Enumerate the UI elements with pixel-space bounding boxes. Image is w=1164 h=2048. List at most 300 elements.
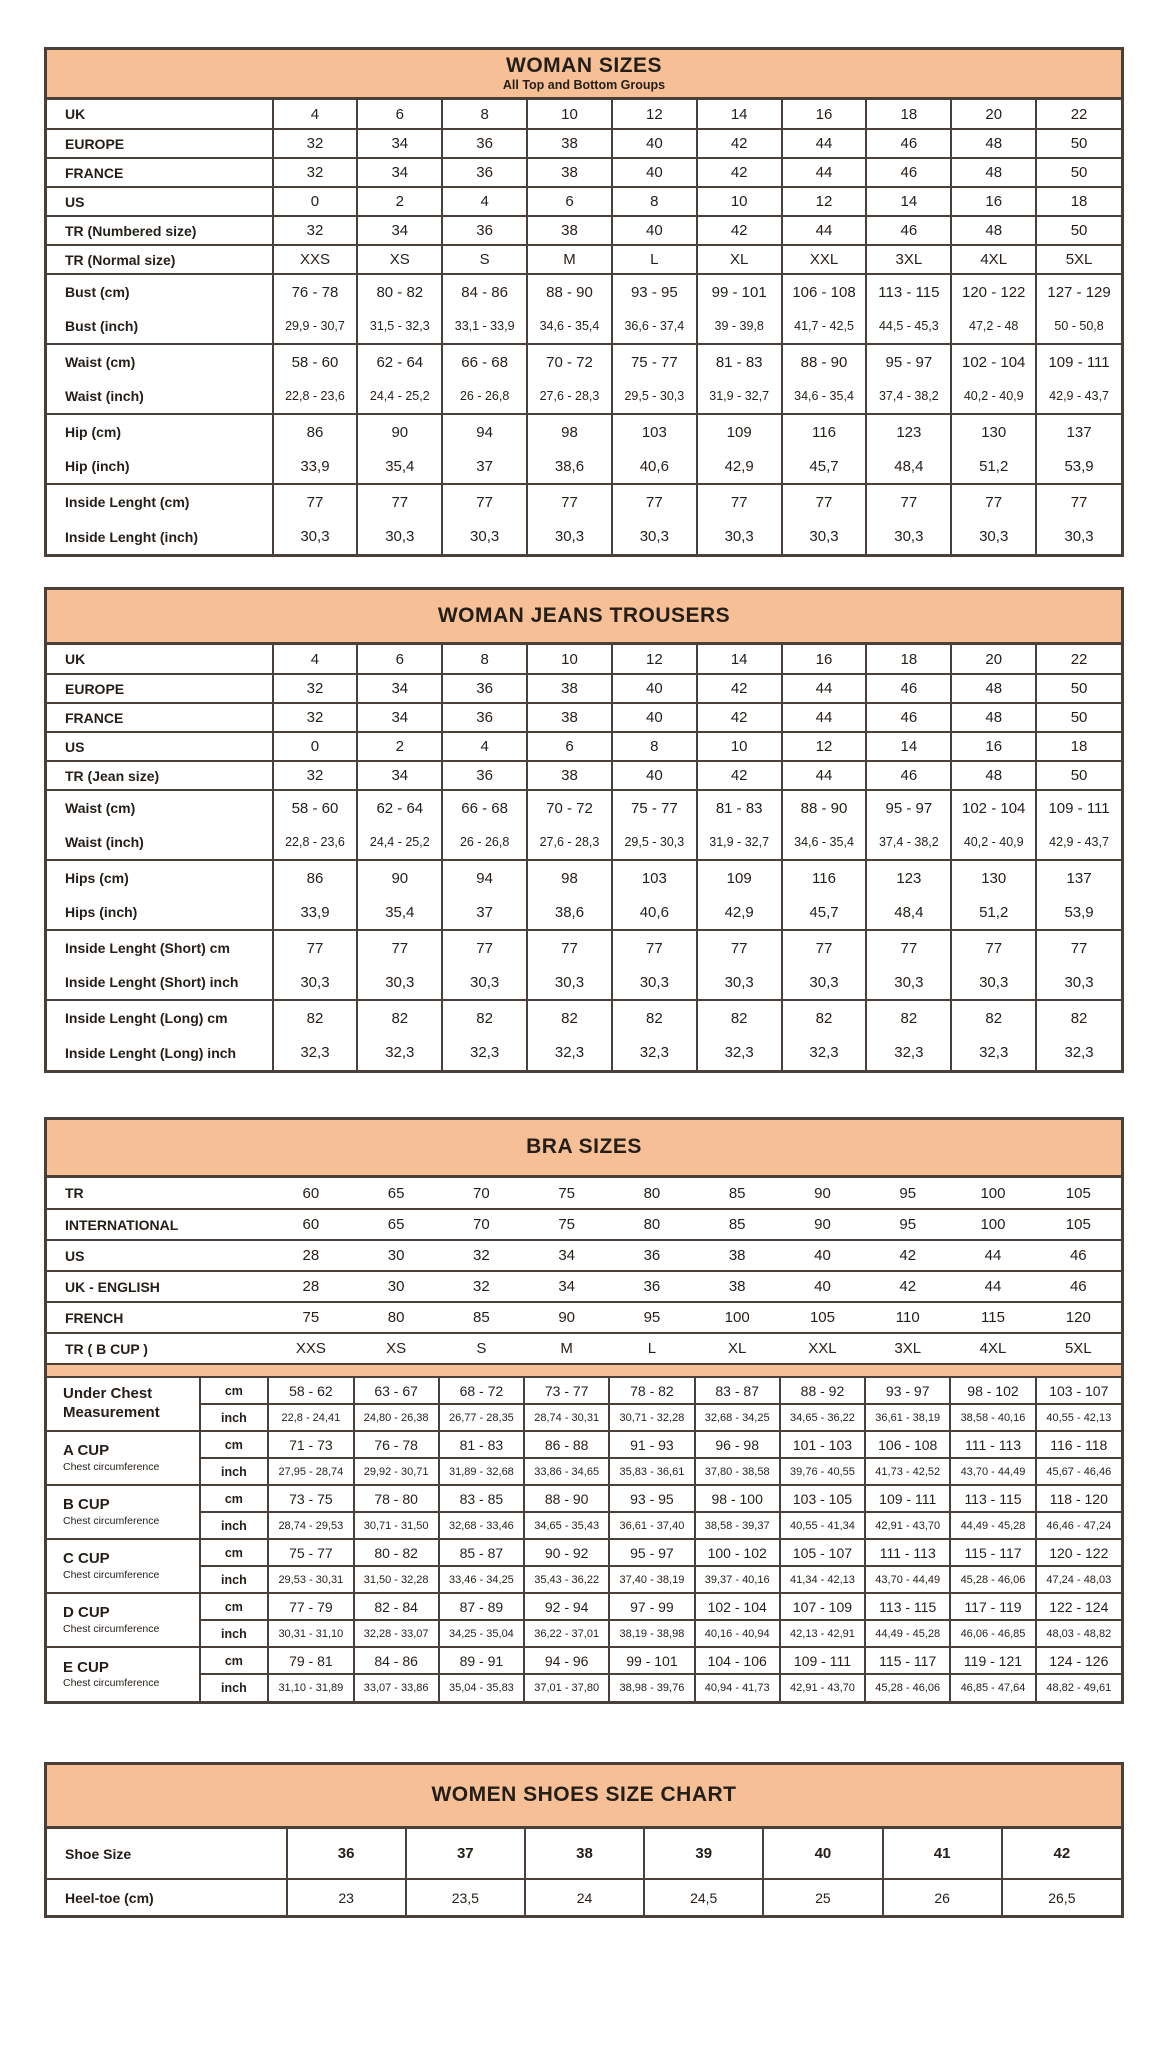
size-cell: 90 bbox=[814, 1184, 831, 1202]
size-cell: 42 bbox=[697, 216, 782, 245]
size-cell: 4 bbox=[442, 732, 527, 761]
size-cell: 70 bbox=[473, 1184, 490, 1202]
size-cell: 37,80 - 38,58 bbox=[695, 1458, 780, 1485]
size-cell: 77 bbox=[697, 484, 782, 519]
bra-sizes-table bbox=[44, 1117, 1124, 1704]
size-cell: 40,6 bbox=[612, 449, 697, 484]
size-cell: 77 bbox=[442, 930, 527, 965]
size-cell: 82 bbox=[866, 1000, 951, 1035]
size-cell: 34,25 - 35,04 bbox=[439, 1620, 524, 1647]
size-cell: 111 - 113 bbox=[865, 1539, 950, 1566]
size-cell: 82 bbox=[442, 1000, 527, 1035]
size-cell: 12 bbox=[612, 100, 697, 129]
size-cell: 31,9 - 32,7 bbox=[697, 379, 782, 414]
size-cell: 58 - 60 bbox=[273, 344, 358, 379]
size-cell: 8 bbox=[612, 732, 697, 761]
table-row bbox=[47, 1512, 1121, 1539]
table-row bbox=[47, 1178, 1121, 1209]
size-cell: 34,65 - 35,43 bbox=[524, 1512, 609, 1539]
size-cell: 85 bbox=[695, 1209, 780, 1240]
size-cell: 30,3 bbox=[273, 519, 358, 554]
size-cell: 93 - 95 bbox=[609, 1485, 694, 1512]
size-cell: 30,71 - 31,50 bbox=[354, 1512, 439, 1539]
unit-label: inch bbox=[200, 1620, 269, 1647]
size-cell: 85 bbox=[728, 1184, 746, 1202]
size-cell: 6 bbox=[357, 100, 442, 129]
size-cell: 48,4 bbox=[866, 449, 951, 484]
cup-label bbox=[47, 1377, 200, 1431]
size-cell: 39 - 39,8 bbox=[697, 309, 782, 344]
size-cell: 123 bbox=[866, 860, 951, 895]
size-cell: 77 bbox=[697, 930, 782, 965]
woman-sizes-title: WOMAN SIZES bbox=[506, 53, 662, 77]
size-cell: 44 bbox=[782, 674, 867, 703]
size-cell: 77 bbox=[527, 484, 612, 519]
cup-label bbox=[47, 1539, 200, 1593]
row-label: Waist (inch) bbox=[65, 388, 144, 404]
jeans-table bbox=[44, 587, 1124, 1073]
unit-label: cm bbox=[200, 1431, 269, 1458]
unit-label: inch bbox=[200, 1458, 269, 1485]
size-cell: 37,4 - 38,2 bbox=[866, 379, 951, 414]
table-row bbox=[47, 1377, 1121, 1404]
table-row bbox=[47, 965, 1121, 1000]
size-cell: 35,83 - 36,61 bbox=[609, 1458, 694, 1485]
size-cell: 76 - 78 bbox=[273, 274, 358, 309]
row-label: Bust (cm) bbox=[47, 274, 273, 309]
size-cell: 84 - 86 bbox=[354, 1647, 439, 1674]
size-cell: 103 - 105 bbox=[780, 1485, 865, 1512]
size-cell: 0 bbox=[273, 732, 358, 761]
size-cell: 32,3 bbox=[527, 1035, 612, 1070]
size-cell: 27,6 - 28,3 bbox=[527, 825, 612, 860]
table-row bbox=[47, 761, 1121, 790]
size-cell: 78 - 80 bbox=[354, 1485, 439, 1512]
size-cell: 120 bbox=[1036, 1302, 1121, 1333]
size-cell: 86 bbox=[273, 414, 358, 449]
size-cell: 30,3 bbox=[697, 519, 782, 554]
size-cell: 65 bbox=[387, 1184, 405, 1202]
size-cell: 30,3 bbox=[1036, 965, 1121, 1000]
size-cell: 53,9 bbox=[1036, 449, 1121, 484]
shoes-header bbox=[47, 1765, 1121, 1829]
table-row bbox=[47, 379, 1121, 414]
size-cell: 44 bbox=[782, 129, 867, 158]
row-label: UK - ENGLISH bbox=[47, 1271, 268, 1302]
size-cell: 82 bbox=[612, 1000, 697, 1035]
size-cell: S bbox=[439, 1333, 524, 1364]
size-cell: 14 bbox=[866, 187, 951, 216]
size-cell: 90 bbox=[357, 860, 442, 895]
size-cell: 28,74 - 30,31 bbox=[524, 1404, 609, 1431]
unit-label: inch bbox=[200, 1404, 269, 1431]
size-cell: 40,55 - 41,34 bbox=[780, 1512, 865, 1539]
size-cell: 32,3 bbox=[866, 1035, 951, 1070]
unit-label: cm bbox=[200, 1485, 269, 1512]
size-cell: 37 bbox=[442, 449, 527, 484]
size-cell: 48 bbox=[951, 703, 1036, 732]
size-cell: 40 bbox=[780, 1271, 865, 1302]
size-cell: 32 bbox=[273, 674, 358, 703]
size-cell: 20 bbox=[951, 645, 1036, 674]
size-cell: 40 bbox=[763, 1829, 882, 1879]
size-cell: 109 bbox=[697, 860, 782, 895]
size-cell: 118 - 120 bbox=[1036, 1485, 1121, 1512]
size-cell: 8 bbox=[442, 100, 527, 129]
table-row bbox=[47, 674, 1121, 703]
size-cell: 30,3 bbox=[866, 519, 951, 554]
size-cell: 78 - 82 bbox=[609, 1377, 694, 1404]
size-cell: 34,6 - 35,4 bbox=[782, 825, 867, 860]
size-cell: 82 bbox=[782, 1000, 867, 1035]
size-cell: 46,85 - 47,64 bbox=[950, 1674, 1035, 1701]
size-cell: 44,49 - 45,28 bbox=[950, 1512, 1035, 1539]
size-cell: 105 bbox=[1065, 1184, 1091, 1202]
row-label: Heel-toe (cm) bbox=[47, 1879, 287, 1915]
bra-grid bbox=[47, 1178, 1121, 1701]
size-cell: 35,43 - 36,22 bbox=[524, 1566, 609, 1593]
size-cell: 102 - 104 bbox=[951, 790, 1036, 825]
size-cell: 77 bbox=[782, 930, 867, 965]
size-cell: 101 - 103 bbox=[780, 1431, 865, 1458]
size-cell: 109 - 111 bbox=[1036, 344, 1121, 379]
size-cell: 106 - 108 bbox=[865, 1431, 950, 1458]
size-cell: 76 - 78 bbox=[354, 1431, 439, 1458]
size-cell: 8 bbox=[612, 187, 697, 216]
size-cell: 68 - 72 bbox=[439, 1377, 524, 1404]
size-cell: 4 bbox=[442, 187, 527, 216]
size-cell: 137 bbox=[1036, 414, 1121, 449]
size-cell: 28 bbox=[268, 1271, 353, 1302]
unit-label: cm bbox=[200, 1647, 269, 1674]
size-cell: 82 bbox=[1036, 1000, 1121, 1035]
size-cell: 99 - 101 bbox=[697, 274, 782, 309]
table-row bbox=[47, 1302, 1121, 1333]
table-row bbox=[47, 703, 1121, 732]
size-cell: 10 bbox=[527, 645, 612, 674]
size-cell: 38,6 bbox=[527, 449, 612, 484]
size-cell: 73 - 77 bbox=[524, 1377, 609, 1404]
table-row bbox=[47, 449, 1121, 484]
size-cell: 38 bbox=[525, 1829, 644, 1879]
size-cell: 33,86 - 34,65 bbox=[524, 1458, 609, 1485]
size-cell: 5XL bbox=[1036, 1333, 1121, 1364]
size-cell: 109 - 111 bbox=[780, 1647, 865, 1674]
size-cell: 77 bbox=[273, 930, 358, 965]
table-row bbox=[47, 645, 1121, 674]
size-cell: 26,5 bbox=[1002, 1879, 1121, 1915]
size-cell: 40 bbox=[612, 761, 697, 790]
size-cell: 42,91 - 43,70 bbox=[865, 1512, 950, 1539]
size-cell: 77 bbox=[1036, 930, 1121, 965]
size-cell: 50 bbox=[1036, 703, 1121, 732]
size-cell: 12 bbox=[782, 187, 867, 216]
cup-label bbox=[47, 1431, 200, 1485]
size-cell: 46 bbox=[1036, 1240, 1121, 1271]
orange-divider bbox=[47, 1364, 1121, 1377]
size-cell: 32,3 bbox=[357, 1035, 442, 1070]
size-cell: 37,4 - 38,2 bbox=[866, 825, 951, 860]
table-row bbox=[47, 1829, 1121, 1879]
woman-sizes-header bbox=[47, 50, 1121, 100]
size-cell: 77 bbox=[612, 484, 697, 519]
size-cell: XL bbox=[695, 1333, 780, 1364]
size-cell: 38 bbox=[527, 129, 612, 158]
size-cell: 82 bbox=[527, 1000, 612, 1035]
size-cell: 32,3 bbox=[442, 1035, 527, 1070]
size-cell: 30,3 bbox=[697, 965, 782, 1000]
table-row bbox=[47, 344, 1121, 379]
size-cell: 86 bbox=[273, 860, 358, 895]
size-cell: 6 bbox=[527, 187, 612, 216]
row-label: UK bbox=[65, 106, 86, 122]
table-row bbox=[47, 1000, 1121, 1035]
row-label: TR ( B CUP ) bbox=[47, 1333, 268, 1364]
size-cell: 38 bbox=[527, 703, 612, 732]
size-cell: 88 - 90 bbox=[527, 274, 612, 309]
size-cell: 36 bbox=[609, 1240, 694, 1271]
size-cell: 40,94 - 41,73 bbox=[695, 1674, 780, 1701]
woman-sizes-subtitle: All Top and Bottom Groups bbox=[502, 78, 666, 93]
size-cell: 37 bbox=[406, 1829, 525, 1879]
table-row bbox=[47, 158, 1121, 187]
size-cell: 42 bbox=[697, 761, 782, 790]
size-cell: 34 bbox=[524, 1240, 609, 1271]
size-cell: 8 bbox=[442, 645, 527, 674]
size-cell: 38,58 - 39,37 bbox=[695, 1512, 780, 1539]
row-label: Waist (inch) bbox=[65, 834, 144, 850]
size-cell: 34,65 - 36,22 bbox=[780, 1404, 865, 1431]
cup-label-main: Under Chest Measurement bbox=[63, 1385, 160, 1421]
row-label: US bbox=[47, 732, 273, 761]
cup-label bbox=[47, 1647, 200, 1701]
size-cell: 95 bbox=[865, 1209, 950, 1240]
size-cell: 22 bbox=[1036, 100, 1121, 129]
size-cell: 42,91 - 43,70 bbox=[780, 1674, 865, 1701]
size-cell: 109 bbox=[697, 414, 782, 449]
size-cell: 36 bbox=[442, 761, 527, 790]
size-cell: 30,3 bbox=[357, 965, 442, 1000]
size-cell: 93 - 95 bbox=[612, 274, 697, 309]
table-row bbox=[47, 930, 1121, 965]
size-cell: 62 - 64 bbox=[357, 344, 442, 379]
size-cell: 38 bbox=[695, 1271, 780, 1302]
row-label: EUROPE bbox=[47, 129, 273, 158]
size-cell: 44 bbox=[782, 761, 867, 790]
size-cell: 115 - 117 bbox=[950, 1539, 1035, 1566]
size-cell: XL bbox=[697, 245, 782, 274]
size-cell: 83 - 87 bbox=[695, 1377, 780, 1404]
size-cell: 36,22 - 37,01 bbox=[524, 1620, 609, 1647]
size-cell: 22,8 - 23,6 bbox=[273, 379, 358, 414]
size-cell: 25 bbox=[763, 1879, 882, 1915]
size-cell: 33,46 - 34,25 bbox=[439, 1566, 524, 1593]
size-cell: 75 bbox=[268, 1302, 353, 1333]
size-cell: 24 bbox=[525, 1879, 644, 1915]
size-cell: 31,89 - 32,68 bbox=[439, 1458, 524, 1485]
size-cell: 24,4 - 25,2 bbox=[357, 825, 442, 860]
size-cell: 40,55 - 42,13 bbox=[1036, 1404, 1121, 1431]
size-cell: 38 bbox=[695, 1240, 780, 1271]
table-row bbox=[47, 1485, 1121, 1512]
size-cell: 31,50 - 32,28 bbox=[354, 1566, 439, 1593]
cup-label-main: A CUP bbox=[63, 1442, 110, 1460]
row-label: Inside Lenght (Short) inch bbox=[65, 974, 239, 990]
row-label: Hip (inch) bbox=[65, 458, 130, 474]
size-cell: 30,3 bbox=[612, 965, 697, 1000]
size-cell: 16 bbox=[782, 100, 867, 129]
row-label: Inside Lenght (Long) inch bbox=[65, 1044, 237, 1061]
size-cell: 60 bbox=[302, 1184, 320, 1202]
size-cell: 36 bbox=[287, 1829, 406, 1879]
size-cell: 40,2 - 40,9 bbox=[951, 379, 1036, 414]
row-label: EUROPE bbox=[47, 674, 273, 703]
size-cell: 81 - 83 bbox=[697, 790, 782, 825]
size-cell: 40,6 bbox=[612, 895, 697, 930]
size-cell: 33,1 - 33,9 bbox=[442, 309, 527, 344]
size-cell: 40,2 - 40,9 bbox=[951, 825, 1036, 860]
size-cell: 42 bbox=[1002, 1829, 1121, 1879]
size-cell: 44 bbox=[782, 703, 867, 732]
size-cell: 103 - 107 bbox=[1036, 1377, 1121, 1404]
size-cell: L bbox=[612, 245, 697, 274]
size-cell: 40 bbox=[612, 674, 697, 703]
shoes-title: WOMEN SHOES SIZE CHART bbox=[431, 1783, 737, 1807]
size-cell: 30,3 bbox=[527, 965, 612, 1000]
size-cell: 38,98 - 39,76 bbox=[609, 1674, 694, 1701]
size-cell: 2 bbox=[357, 732, 442, 761]
size-cell: 26,77 - 28,35 bbox=[439, 1404, 524, 1431]
size-cell: 46 bbox=[866, 216, 951, 245]
size-cell: 29,92 - 30,71 bbox=[354, 1458, 439, 1485]
size-cell: 44 bbox=[782, 158, 867, 187]
size-cell: 34 bbox=[357, 703, 442, 732]
row-label: Hip (cm) bbox=[47, 414, 273, 449]
size-cell: 31,5 - 32,3 bbox=[357, 309, 442, 344]
size-cell: 22 bbox=[1036, 645, 1121, 674]
table-row bbox=[47, 1240, 1121, 1271]
size-cell: 2 bbox=[357, 187, 442, 216]
size-cell: 105 bbox=[780, 1302, 865, 1333]
size-cell: 116 - 118 bbox=[1036, 1431, 1121, 1458]
size-cell: 58 - 62 bbox=[268, 1377, 353, 1404]
size-cell: 75 bbox=[558, 1184, 575, 1202]
size-cell: 34 bbox=[357, 158, 442, 187]
size-cell: 42 bbox=[697, 703, 782, 732]
size-cell: 46 bbox=[1036, 1271, 1121, 1302]
size-cell: 94 bbox=[442, 860, 527, 895]
size-cell: 30 bbox=[354, 1240, 439, 1271]
size-cell: 18 bbox=[1036, 187, 1121, 216]
size-cell: 30,71 - 32,28 bbox=[609, 1404, 694, 1431]
size-cell: 32,3 bbox=[697, 1035, 782, 1070]
size-cell: 48 bbox=[951, 761, 1036, 790]
size-cell: 116 bbox=[782, 414, 867, 449]
size-cell: 95 bbox=[609, 1302, 694, 1333]
size-cell: 110 bbox=[865, 1302, 950, 1333]
size-cell: 85 - 87 bbox=[439, 1539, 524, 1566]
size-cell: 98 bbox=[527, 860, 612, 895]
size-cell: 36,6 - 37,4 bbox=[612, 309, 697, 344]
size-cell: 77 bbox=[527, 930, 612, 965]
size-cell: 14 bbox=[697, 645, 782, 674]
cup-label-sub: Chest circumference bbox=[63, 1568, 160, 1581]
size-cell: 3XL bbox=[866, 245, 951, 274]
table-row bbox=[47, 1364, 1121, 1377]
size-cell: 103 bbox=[612, 414, 697, 449]
row-label: TR bbox=[65, 1185, 84, 1201]
size-cell: 40 bbox=[612, 129, 697, 158]
size-cell: 50 bbox=[1036, 761, 1121, 790]
row-label: Waist (cm) bbox=[47, 344, 273, 379]
size-cell: 40 bbox=[612, 158, 697, 187]
size-cell: 51,2 bbox=[951, 895, 1036, 930]
size-cell: XS bbox=[354, 1333, 439, 1364]
size-cell: 80 bbox=[609, 1209, 694, 1240]
size-cell: 42 bbox=[697, 129, 782, 158]
table-row bbox=[47, 1593, 1121, 1620]
size-cell: 30,31 - 31,10 bbox=[268, 1620, 353, 1647]
size-cell: 94 bbox=[442, 414, 527, 449]
size-cell: 113 - 115 bbox=[950, 1485, 1035, 1512]
size-cell: 12 bbox=[612, 645, 697, 674]
size-cell: 34 bbox=[357, 674, 442, 703]
size-cell: 31,9 - 32,7 bbox=[697, 825, 782, 860]
cup-label-main: D CUP bbox=[63, 1604, 110, 1622]
size-cell: 4XL bbox=[951, 245, 1036, 274]
size-cell: 44,49 - 45,28 bbox=[865, 1620, 950, 1647]
unit-label: inch bbox=[200, 1512, 269, 1539]
size-cell: 26 - 26,8 bbox=[442, 379, 527, 414]
table-row bbox=[47, 414, 1121, 449]
size-cell: 16 bbox=[951, 187, 1036, 216]
cup-label-sub: Chest circumference bbox=[63, 1677, 160, 1690]
size-cell: 34,6 - 35,4 bbox=[782, 379, 867, 414]
size-cell: 32 bbox=[273, 129, 358, 158]
size-cell: 77 - 79 bbox=[268, 1593, 353, 1620]
size-cell: 32,3 bbox=[1036, 1035, 1121, 1070]
table-row bbox=[47, 1566, 1121, 1593]
size-cell: 34 bbox=[524, 1271, 609, 1302]
size-cell: 100 bbox=[695, 1302, 780, 1333]
size-cell: 23 bbox=[287, 1879, 406, 1915]
table-row bbox=[47, 274, 1121, 309]
size-cell: 65 bbox=[354, 1209, 439, 1240]
size-cell: 37 bbox=[442, 895, 527, 930]
size-cell: 14 bbox=[866, 732, 951, 761]
table-row bbox=[47, 1620, 1121, 1647]
size-cell: 92 - 94 bbox=[524, 1593, 609, 1620]
unit-label: cm bbox=[200, 1377, 269, 1404]
size-cell: 105 bbox=[1036, 1209, 1121, 1240]
size-cell: 42,13 - 42,91 bbox=[780, 1620, 865, 1647]
table-row bbox=[47, 1209, 1121, 1240]
size-cell: 42,9 bbox=[697, 449, 782, 484]
size-cell: 82 bbox=[357, 1000, 442, 1035]
table-row bbox=[47, 484, 1121, 519]
size-cell: 6 bbox=[357, 645, 442, 674]
bra-header bbox=[47, 1120, 1121, 1178]
size-cell: 88 - 90 bbox=[782, 344, 867, 379]
table-row bbox=[47, 245, 1121, 274]
table-row bbox=[47, 1431, 1121, 1458]
size-cell: 82 bbox=[273, 1000, 358, 1035]
size-cell: 50 bbox=[1036, 129, 1121, 158]
table-row bbox=[47, 129, 1121, 158]
size-cell: 75 bbox=[524, 1209, 609, 1240]
size-cell: 4 bbox=[273, 645, 358, 674]
size-cell: M bbox=[524, 1333, 609, 1364]
